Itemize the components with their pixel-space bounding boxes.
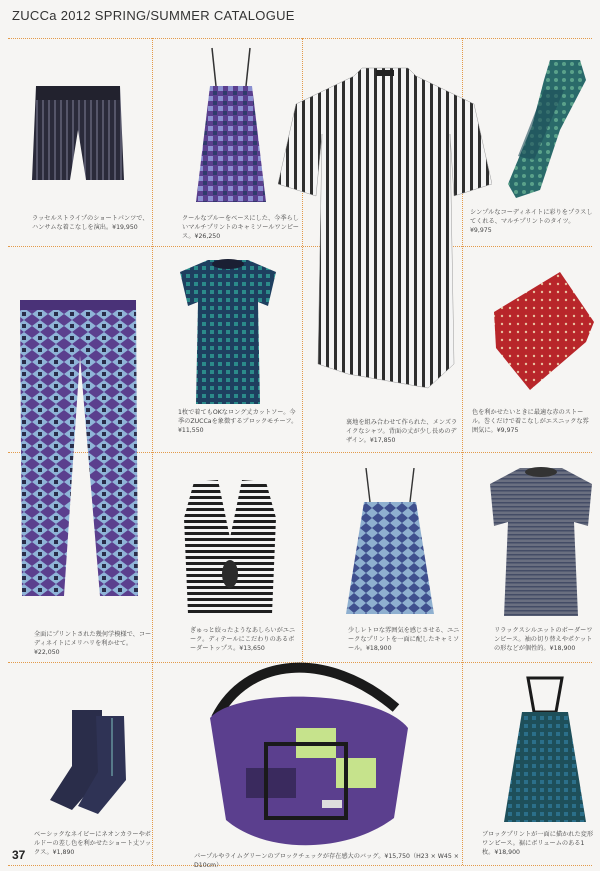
print-pants-image: [16, 296, 140, 606]
grid-line: [8, 38, 592, 39]
border-tops-image: [180, 478, 280, 618]
camisole-caption: 少しレトロな雰囲気を感じさせる、ユニークなプリントを一面に配したキャミソール。¥18,900: [348, 627, 460, 652]
camisole-dress-image: [188, 46, 274, 206]
red-scarf-caption: 色を利かせたいときに最適な赤のストール。巻くだけで着こなしがエスニックな雰囲気に。¥9,975: [472, 409, 589, 434]
striped-shirt-caption: 裏地を組み合わせて作られた、メンズライクなシャツ。背面の丈が少し長めのデザイン。¥17,850: [346, 419, 458, 444]
camisole-dress-caption: クールなブルーをベースにした、今季らしいマルチプリントのキャミソールワンピース。¥26,250: [182, 215, 299, 240]
page-header: ZUCCa 2012 SPRING/SUMMER CATALOGUE: [12, 8, 295, 23]
long-tee-caption: 1枚で着てもOKなロング丈カットソー。今季のZUCCaを象徴するブロックモチーフ。¥11,550: [178, 409, 298, 434]
border-dress-image: [488, 466, 594, 622]
striped-shorts-image: [30, 80, 126, 186]
striped-shorts-caption: ラッセルストライプのショートパンツで、ハンサムな着こなしを演出。¥19,950: [32, 215, 149, 231]
camisole-image: [342, 468, 438, 618]
grid-line: [152, 38, 153, 865]
border-tops-caption: ぎゅっと絞ったようなあしらいがユニーク。ディテールにこだわりのあるボーダートップス。¥13,650: [190, 627, 296, 652]
print-pants-caption: 全面にプリントされた幾何学模様で、コーディネイトにメリハリを利かせて。¥22,050: [34, 631, 152, 656]
border-dress-caption: リラックスシルエットのボーダーワンピース。袖の切り替えやポケットの形などが個性的。¥18,900: [494, 627, 593, 652]
patterned-tights-caption: シンプルなコーディネイトに彩りをプラスしてくれる、マルチプリントのタイツ。¥9,975: [470, 209, 593, 234]
red-scarf-image: [490, 272, 596, 392]
page-number: 37: [12, 848, 26, 862]
halter-dress-image: [500, 676, 590, 826]
halter-dress-caption: ブロックプリントが一面に描かれた変形ワンピース。裾にボリュームのある1枚。¥18,900: [482, 831, 594, 856]
patterned-tights-image: [504, 60, 588, 200]
shoulder-bag-caption: パープルやライムグリーンのブロックチェックが存在感大のバッグ。¥15,750（H23 × W45 × D10cm）: [194, 853, 459, 869]
navy-socks-image: [42, 706, 134, 818]
long-tee-image: [178, 258, 278, 408]
shoulder-bag-image: [206, 648, 412, 854]
navy-socks-caption: ベーシックなネイビーにネオンカラーやボルドーの差し色を利かせたショート丈ソックス。¥1,890: [34, 831, 152, 856]
striped-shirt-image: [278, 64, 492, 394]
